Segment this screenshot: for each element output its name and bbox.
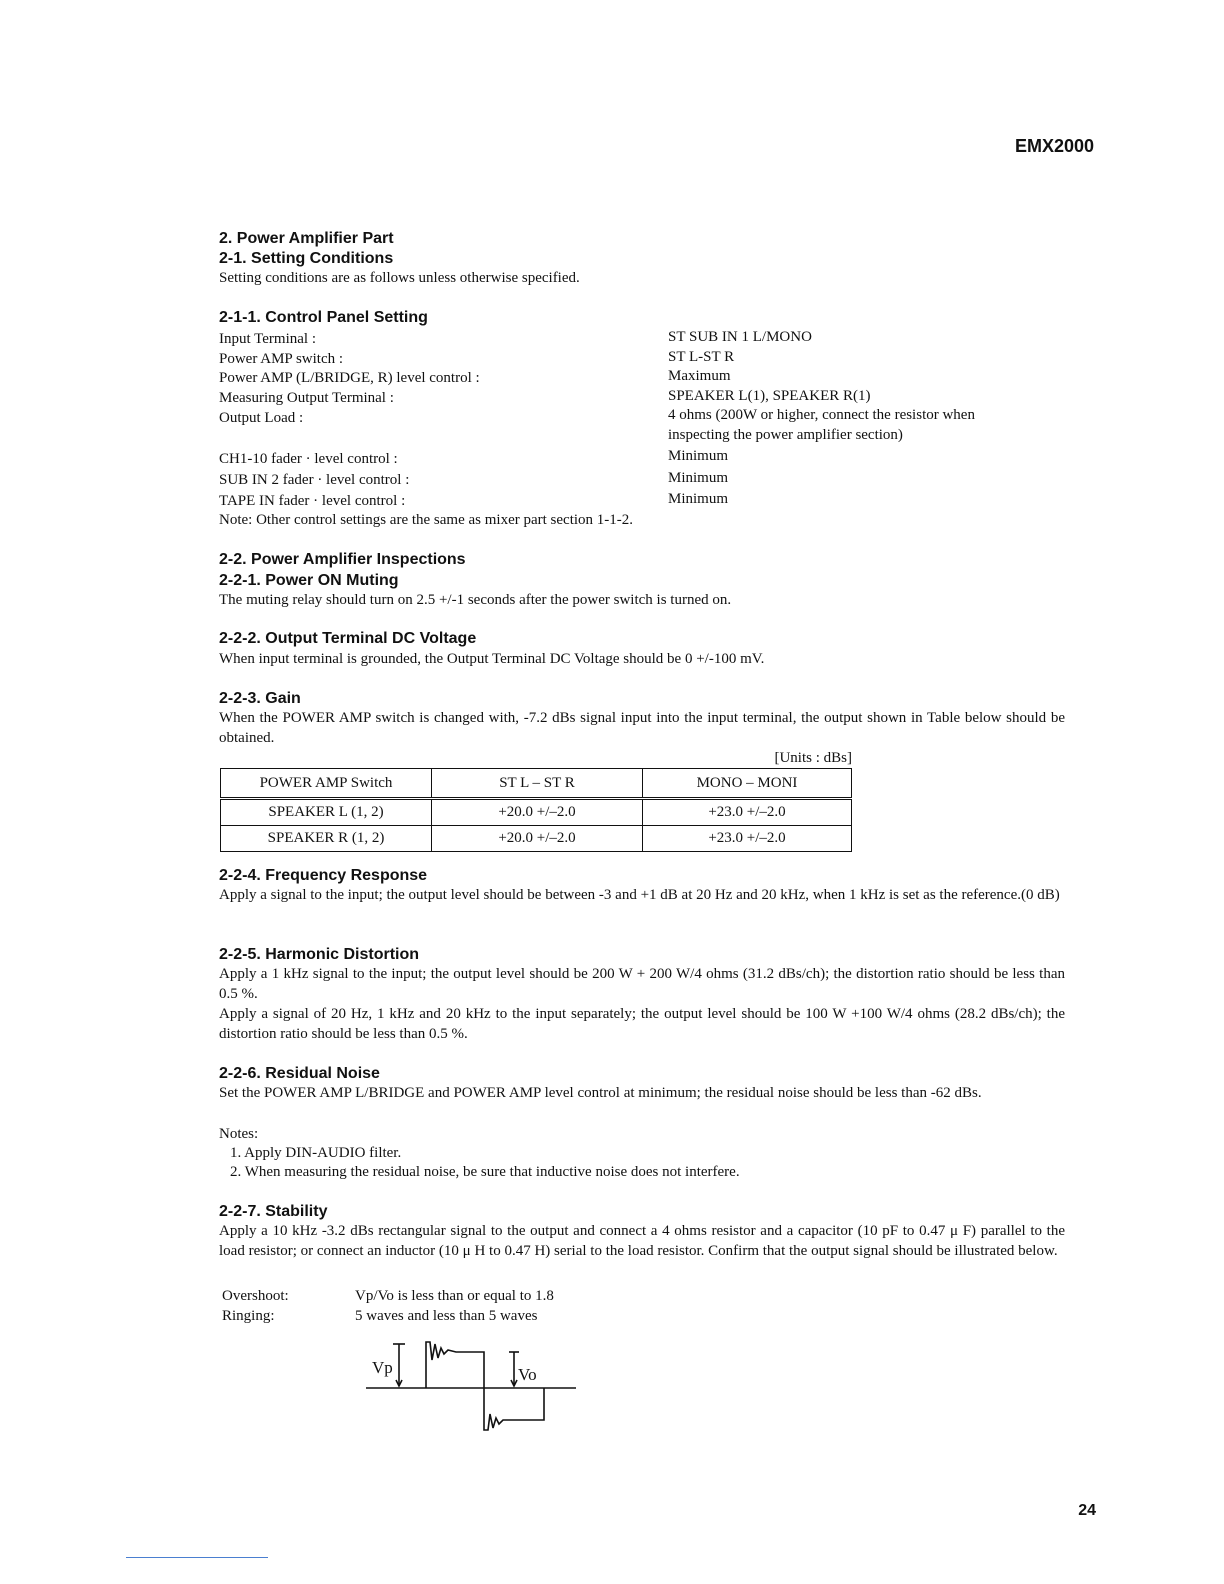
notes-label: Notes: — [219, 1126, 259, 1142]
table-cell: SPEAKER L (1, 2) — [221, 799, 432, 826]
note-item: 2. When measuring the residual noise, be sure that inductive noise does not interfere. — [230, 1164, 740, 1180]
subsection-title-2-1-1: 2-1-1. Control Panel Setting — [219, 309, 428, 326]
subsection-title-2-2-3: 2-2-3. Gain — [219, 690, 301, 707]
ringing-value: 5 waves and less than 5 waves — [355, 1308, 538, 1324]
frequency-response-text: Apply a signal to the input; the output level should be between -3 and +1 dB at 20 Hz and 20 kHz, when 1 kHz is set as the reference.(0 dB) — [219, 887, 1060, 903]
setting-value: 4 ohms (200W or higher, connect the resistor when — [668, 407, 975, 423]
setting-label: Power AMP (L/BRIDGE, R) level control : — [219, 370, 480, 386]
table-cell: +20.0 +/–2.0 — [432, 799, 643, 826]
setting-value: Minimum — [668, 470, 729, 486]
subsection-title-2-2-4: 2-2-4. Frequency Response — [219, 867, 428, 884]
subsection-title-2-2-1: 2-2-1. Power ON Muting — [219, 572, 399, 589]
positive-pulse — [426, 1342, 484, 1388]
distortion-text-1: Apply a 1 kHz signal to the input; the output level should be 200 W + 200 W/4 ohms (31.2 dBs/ch); the distortion ratio should be less than 0.5 %. — [219, 966, 1065, 1002]
note-item: 1. Apply DIN-AUDIO filter. — [230, 1145, 402, 1161]
gain-text: When the POWER AMP switch is changed with, -7.2 dBs signal input into the input terminal, the output shown in Table below should be obtained. — [219, 710, 1065, 746]
table-cell: +20.0 +/–2.0 — [432, 826, 643, 852]
table-header: POWER AMP Switch — [221, 769, 432, 799]
setting-value-continued: inspecting the power amplifier section) — [668, 427, 903, 443]
distortion-text-2: Apply a signal of 20 Hz, 1 kHz and 20 kHz to the input separately; the output level should be 100 W +100 W/4 ohms (28.2 dBs/ch); the distortion ratio should be less than 0.5 %. — [219, 1006, 1065, 1042]
table-row — [221, 826, 852, 852]
setting-value: ST SUB IN 1 L/MONO — [668, 329, 812, 345]
table-header: ST L – ST R — [432, 769, 643, 799]
stability-waveform-diagram — [366, 1338, 580, 1438]
model-name: EMX2000 — [1014, 136, 1094, 156]
muting-text: The muting relay should turn on 2.5 +/-1 seconds after the power switch is turned on. — [219, 592, 732, 608]
negative-pulse — [484, 1388, 544, 1430]
settings-note: Note: Other control settings are the same as mixer part section 1-1-2. — [219, 512, 634, 528]
table-header: MONO – MONI — [643, 769, 852, 799]
setting-label: Input Terminal : — [219, 331, 316, 347]
table-header-row — [221, 769, 852, 799]
dc-voltage-text: When input terminal is grounded, the Output Terminal DC Voltage should be 0 +/-100 mV. — [219, 651, 765, 667]
section-title: 2. Power Amplifier Part — [219, 230, 394, 247]
table-cell: +23.0 +/–2.0 — [643, 799, 852, 826]
setting-value: ST L-ST R — [668, 349, 735, 365]
setting-value: Maximum — [668, 368, 731, 384]
footer-rule — [126, 1557, 268, 1558]
gain-table — [220, 768, 852, 852]
ringing-label: Ringing: — [222, 1308, 275, 1324]
table-row — [221, 799, 852, 826]
setting-label: Power AMP switch : — [219, 351, 344, 367]
setting-label: Measuring Output Terminal : — [219, 390, 394, 406]
units-label: [Units : dBs] — [774, 750, 852, 766]
setting-value: Minimum — [668, 448, 729, 464]
overshoot-label: Overshoot: — [222, 1288, 289, 1304]
table-cell: SPEAKER R (1, 2) — [221, 826, 432, 852]
subsection-title-2-2-6: 2-2-6. Residual Noise — [219, 1065, 380, 1082]
setting-value: Minimum — [668, 491, 729, 507]
setting-value: SPEAKER L(1), SPEAKER R(1) — [668, 388, 871, 404]
subsection-title-2-2-5: 2-2-5. Harmonic Distortion — [219, 946, 420, 963]
subsection-title-2-2-7: 2-2-7. Stability — [219, 1203, 328, 1220]
setting-intro: Setting conditions are as follows unless otherwise specified. — [219, 270, 580, 286]
setting-label: SUB IN 2 fader · level control : — [219, 472, 410, 488]
setting-label: TAPE IN fader · level control : — [219, 493, 406, 509]
subsection-title-2-2-2: 2-2-2. Output Terminal DC Voltage — [219, 630, 477, 647]
vo-label: Vo — [518, 1365, 537, 1384]
page-number: 24 — [1078, 1502, 1096, 1519]
subsection-title-2-1: 2-1. Setting Conditions — [219, 250, 394, 267]
inspections-title: 2-2. Power Amplifier Inspections — [219, 551, 466, 568]
vp-label: Vp — [372, 1358, 393, 1377]
residual-noise-text: Set the POWER AMP L/BRIDGE and POWER AMP level control at minimum; the residual noise should be less than -62 dBs. — [219, 1085, 982, 1101]
setting-label: Output Load : — [219, 410, 304, 426]
overshoot-value: Vp/Vo is less than or equal to 1.8 — [355, 1288, 554, 1304]
stability-text: Apply a 10 kHz -3.2 dBs rectangular signal to the output and connect a 4 ohms resistor and a capacitor (10 pF to 0.47 μ F) parallel to the load resistor; or connect an inductor (10 μ H to 0.47 H) serial to the load resistor. Confirm that the output signal should be illustrated below. — [219, 1223, 1065, 1259]
setting-label: CH1-10 fader · level control : — [219, 451, 398, 467]
table-cell: +23.0 +/–2.0 — [643, 826, 852, 852]
